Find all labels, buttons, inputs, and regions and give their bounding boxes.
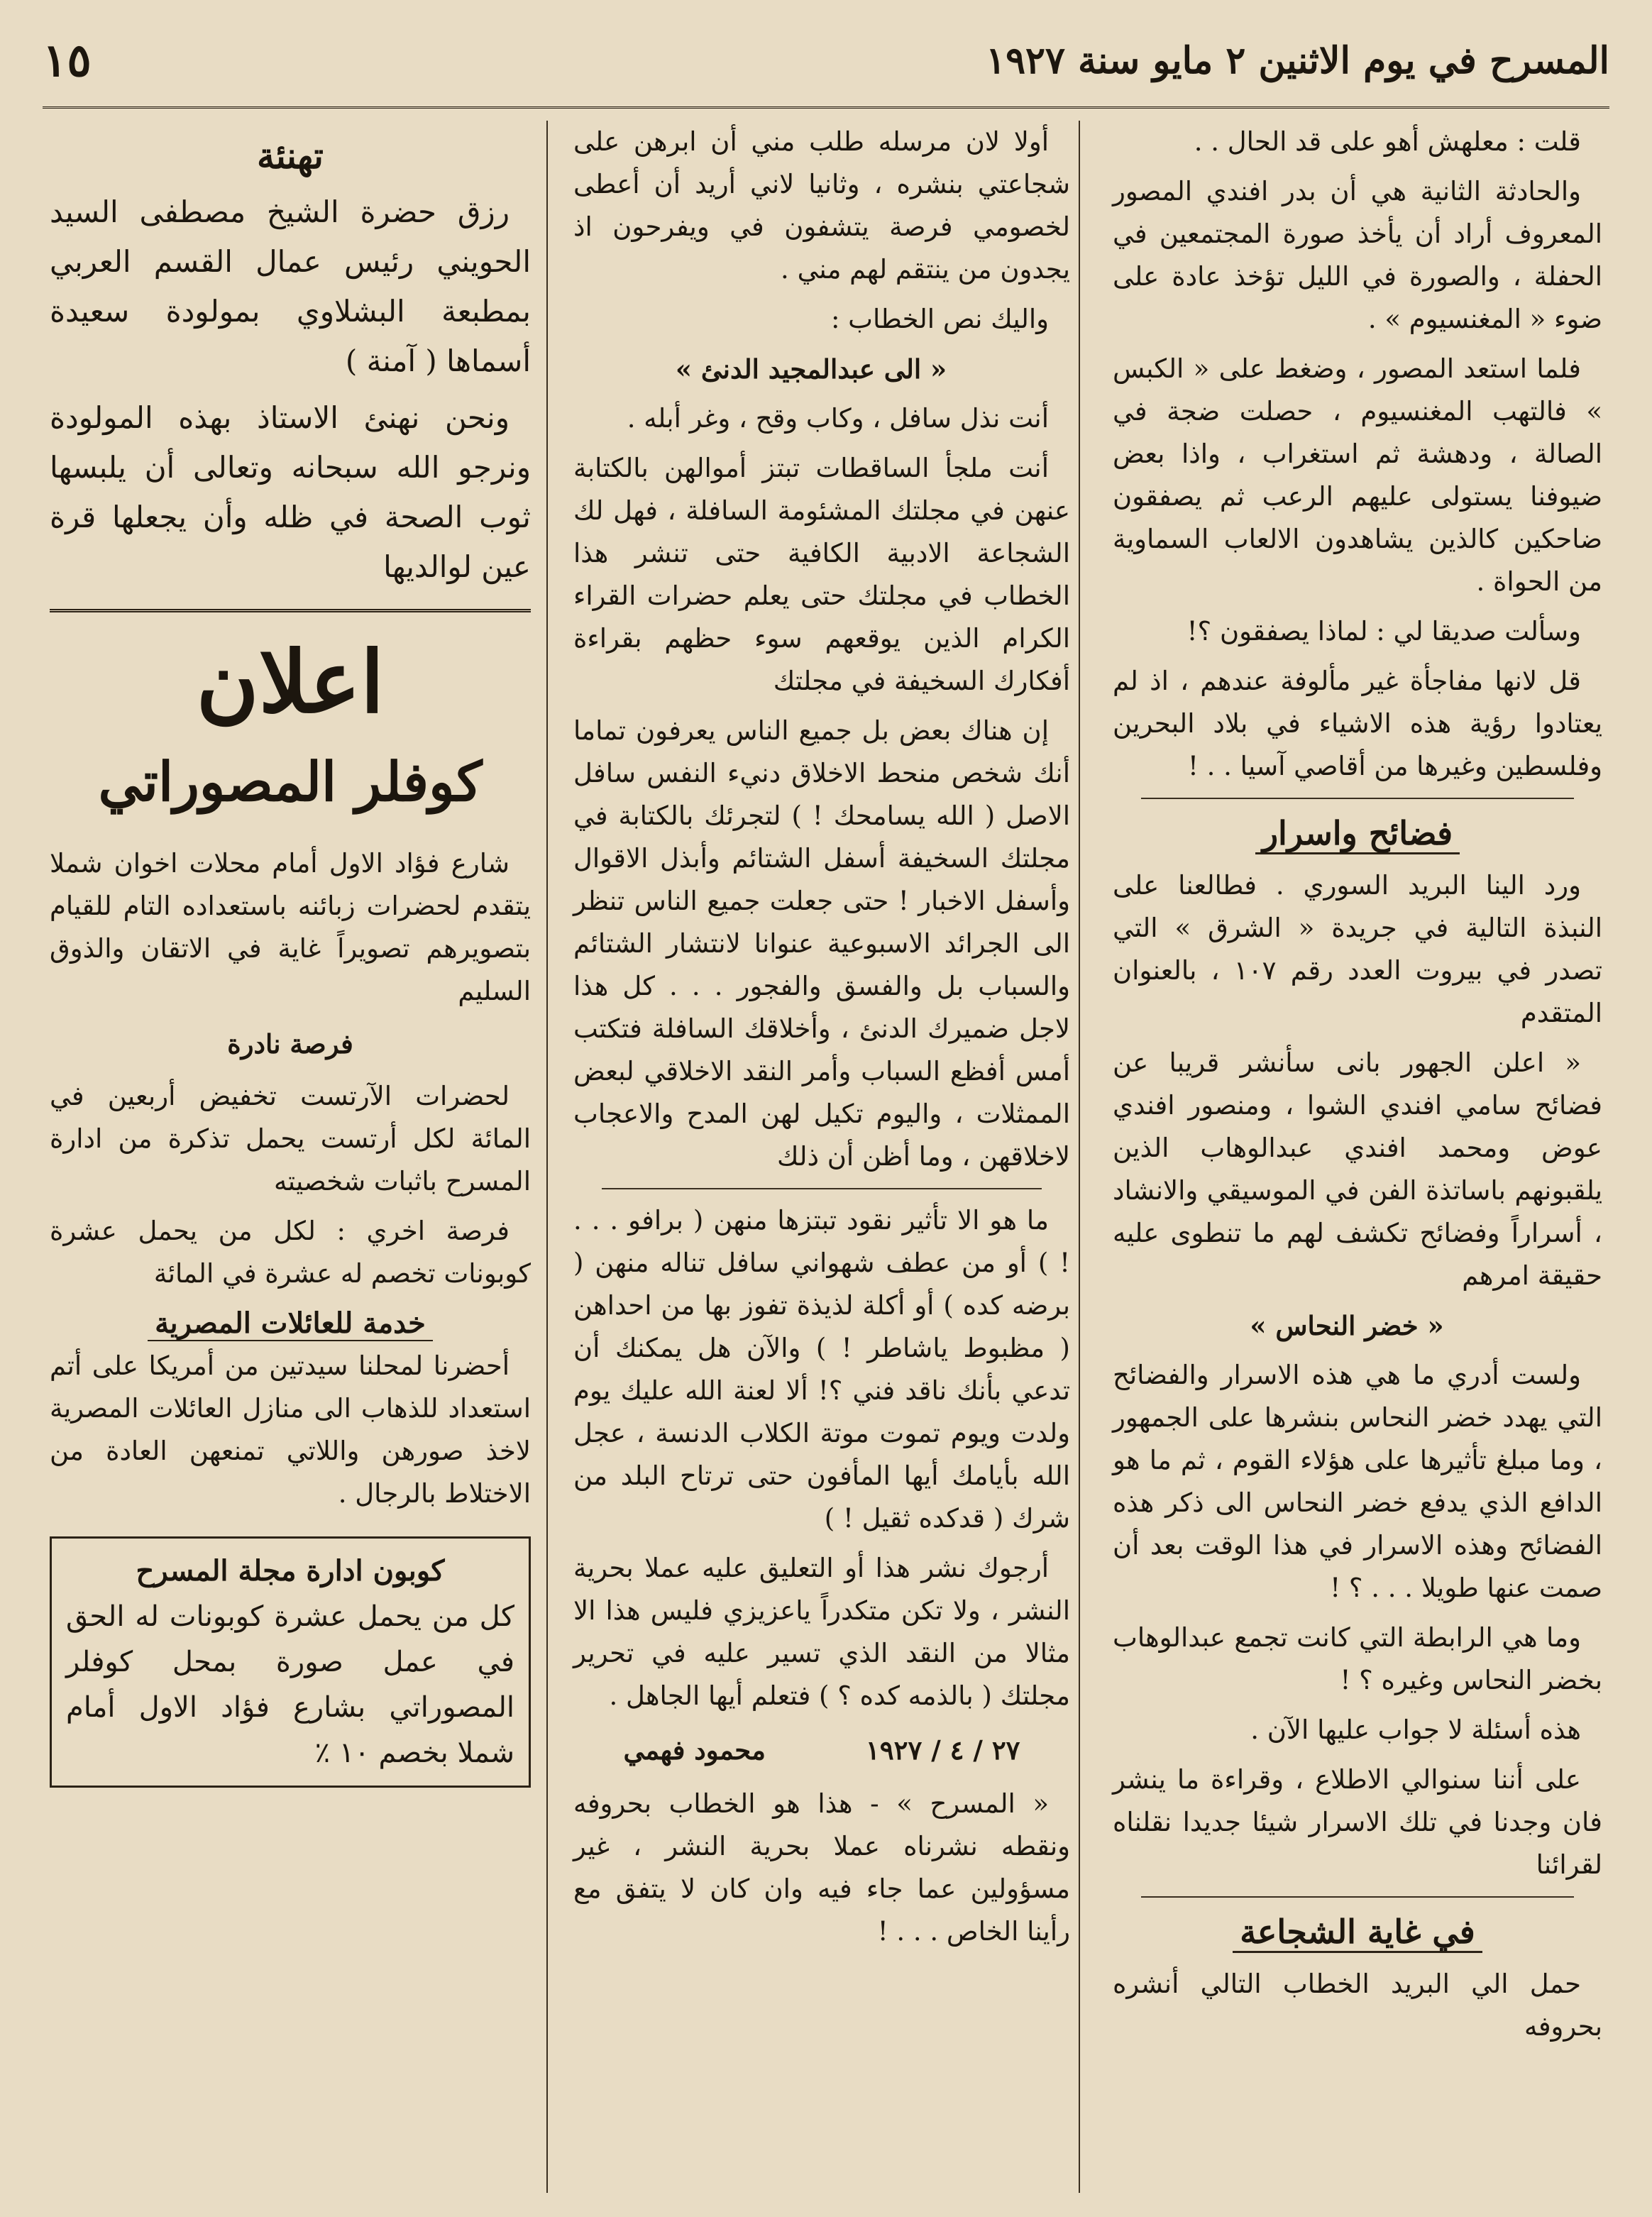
ad-paragraph: فرصة اخري : لكل من يحمل عشرة كوبونات تخصم له عشرة في المائة xyxy=(50,1216,531,1289)
article-paragraph: فلما استعد المصور ، وضغط على « الكبس » فالتهب المغنسيوم ، حصلت ضجة في الصالة ، ودهشة ثم استغراب ، واذا بعض ضيوفنا يستولى عليهم الرعب ثم يصفقون ضاحكين كالذين يشاهدون الالعاب السماوية من الحواة . xyxy=(1113,353,1602,597)
article-paragraph: وسألت صديقا لي : لماذا يصفقون ؟! xyxy=(1186,616,1581,647)
coupon-text: كل من يحمل عشرة كوبونات له الحق في عمل صورة بمحل كوفلر المصوراتي بشارع فؤاد الاول أمام شملا بخصم ١٠ ٪ xyxy=(66,1600,514,1769)
letter-paragraph: أرجوك نشر هذا أو التعليق عليه عملا بحرية النشر ، ولا تكن متكدراً ياعزيزي فليس هذا الا مثالا من النقد الذي تسير عليه في تحرير مجلتك ( بالذمه كده ؟ ) فتعلم أيها الجاهل . xyxy=(573,1553,1070,1711)
ad-service-heading: خدمة للعائلات المصرية xyxy=(50,1302,531,1345)
letter-paragraph: أنت ملجأ الساقطات تبتز أموالهن بالكتابة عنهن في مجلتك المشئومة السافلة ، فهل لك الشجاعة الادبية الكافية حتى تنشر هذا الخطاب في مجلتك حتى يعلم حضرات القراء الكرام الذين يوقعهم سوء حظهم بقراءة أفكارك السخيفة في مجلتك xyxy=(573,453,1070,696)
letter-addressee: « الى عبدالمجيد الدنئ » xyxy=(675,353,947,385)
article-paragraph: وما هي الرابطة التي كانت تجمع عبدالوهاب بخضر النحاس وغيره ؟ ! xyxy=(1113,1622,1602,1695)
congratulations-paragraph: ونحن نهنئ الاستاذ بهذه المولودة ونرجو الله سبحانه وتعالى أن يلبسها ثوب الصحة في ظله وأن يجعلها قرة عين لوالديها xyxy=(50,400,531,584)
congratulations-notice xyxy=(50,187,531,592)
letter-paragraph: واليك نص الخطاب : xyxy=(830,304,1049,334)
article-paragraph: والحادثة الثانية هي أن بدر افندي المصور المعروف أراد أن يأخذ صورة المجتمعين في الحفلة ، والصورة في الليل تؤخذ عادة على ضوء « المغنسيوم » . xyxy=(1113,176,1602,334)
article-paragraph: « اعلن الجهور بانى سأنشر قريبا عن فضائح سامي افندي الشوا ، ومنصور افندي عوض ومحمد افندي عبدالوهاب الذين يلقبونهم باساتذة الفن في الموسيقي والانشاد ، أسراراً وفضائح تكشف لهم ما تنطوى عليه حقيقة امرهم xyxy=(1113,1047,1602,1291)
section-divider xyxy=(1141,798,1574,799)
ad-paragraph: لحضرات الآرتست تخفيض أربعين في المائة لكل أرتست يحمل تذكرة من ادارة المسرح باثبات شخصيته xyxy=(50,1081,531,1196)
article-paragraph: قلت : معلهش أهو على قد الحال . . xyxy=(1194,126,1581,157)
section-divider xyxy=(50,609,531,612)
letter-signature xyxy=(573,1729,1070,1771)
article-paragraph: على أننا سنوالي الاطلاع ، وقراءة ما ينشر فان وجدنا في تلك الاسرار شيئا جديدا نقلناه لقرائنا xyxy=(1113,1764,1602,1880)
section-heading-courage: في غاية الشجاعة xyxy=(1113,1910,1602,1953)
article-paragraph: هذه أسئلة لا جواب عليها الآن . xyxy=(1250,1715,1581,1745)
page-number: ١٥ xyxy=(43,33,92,87)
header-rule xyxy=(43,106,1609,109)
letter-paragraph: ما هو الا تأثير نقود تبتزها منهن ( برافو . . . ! ) أو من عطف شهواني سافل تناله منهن ( برضه كده ) أو أكلة لذيذة تفوز بها من احداهن ( مظبوط ياشاطر ! ) والآن هل يمكنك أن تدعي بأنك ناقد فني ؟! ألا لعنة الله عليك يوم ولدت ويوم تموت موتة الكلاب الدنسة ، عجل الله بأيامك أيها المأفون حتى ترتاح البلد من شرك ( قدكده ثقيل ! ) xyxy=(573,1205,1070,1534)
ad-paragraph: أحضرنا لمحلنا سيدتين من أمريكا على أتم استعداد للذهاب الى منازل العائلات المصرية لاخذ صورهن واللاتي تمنعهن العادة من الاختلاط بالرجال . xyxy=(50,1350,531,1509)
letter-paragraph: إن هناك بعض بل جميع الناس يعرفون تماما أنك شخص منحط الاخلاق دنيء النفس سافل الاصل ( الله يسامحك ! ) لتجرئك بالكتابة في مجلتك السخيفة أسفل الشتائم وأبذل الاقوال وأسفل الاخبار ! حتى جعلت جميع الناس تنظر الى الجرائد الاسبوعية عنوانا لانتشار الشتائم والسباب بل والفسق والفجور . . . كل هذا لاجل ضميرك الدنئ ، وأخلاقك السافلة فتكتب أمس أفظع السباب وأمر النقد الاخلاقي لبعض الممثلات ، واليوم تكيل لهن المدح والاعجاب لاخلاقهن ، وما أظن أن ذلك xyxy=(573,715,1070,1172)
column-middle xyxy=(559,114,1084,2200)
ad-paragraph: شارع فؤاد الاول أمام محلات اخوان شملا يتقدم لحضرات زبائنه باستعداده التام للقيام بتصويرهم تصويراً غاية في الاتقان والذوق السليم xyxy=(50,848,531,1006)
article-paragraph: قل لانها مفاجأة غير مألوفة عندهم ، اذ لم يعتادوا رؤية هذه الاشياء في بلاد البحرين وفلسطين وغيرها من أقاصي آسيا . . ! xyxy=(1113,666,1602,781)
congratulations-heading: تهنئة xyxy=(257,135,324,177)
congratulations-paragraph: رزق حضرة الشيخ مصطفى السيد الحويني رئيس عمال القسم العربي بمطبعة البشلاوي بمولودة سعيدة أسماها ( آمنة ) xyxy=(50,194,531,378)
ad-offer-heading: فرصة نادرة xyxy=(227,1028,353,1060)
section-divider xyxy=(1141,1896,1574,1898)
article-paragraph: ورد الينا البريد السوري . فطالعنا على النبذة التالية في جريدة « الشرق » التي تصدر في بيروت العدد رقم ١٠٧ ، بالعنوان المتقدم xyxy=(1113,870,1602,1028)
signature-date: ٢٧ / ٤ / ١٩٢٧ xyxy=(865,1734,1020,1766)
coupon-title: كوبون ادارة مجلة المسرح xyxy=(136,1554,445,1588)
page-header-title: المسرح في يوم الاثنين ٢ مايو سنة ١٩٢٧ xyxy=(986,38,1609,82)
page-header xyxy=(43,21,1609,99)
article-paragraph: حمل الي البريد الخطاب التالي أنشره بحروفه xyxy=(1113,1969,1602,2042)
letter-paragraph: أولا لان مرسله طلب مني أن ابرهن على شجاعتي بنشره ، وثانيا لاني أريد أن أعطى لخصومي فرصة يتشفون في ويفرحون اذ يجدون من ينتقم لهم مني . xyxy=(573,126,1070,285)
advertisement-heading: اعلان xyxy=(196,632,385,732)
column-divider xyxy=(546,121,548,2193)
advertiser-name: كوفلر المصوراتي xyxy=(98,750,483,813)
article-paragraph: ولست أدري ما هي هذه الاسرار والفضائح التي يهدد خضر النحاس بنشرها على الجمهور ، وما مبلغ تأثيرها على هؤلاء القوم ، ثم ما هو الدافع الذي يدفع خضر النحاس الى ذكر هذه الفضائح وهذه الاسرار في هذا الوقت بعد أن صمت عنها طويلا . . . ؟ ! xyxy=(1113,1360,1602,1603)
column-right xyxy=(1098,114,1617,2200)
column-left xyxy=(35,114,545,2200)
editor-note: « المسرح » - هذا هو الخطاب بحروفه ونقطه نشرناه عملا بحرية النشر ، غير مسؤولين عما جاء فيه وان كان لا يتفق مع رأينا الخاص . . . ! xyxy=(573,1788,1070,1947)
section-divider xyxy=(602,1188,1042,1189)
section-heading-scandals: فضائح واسرار xyxy=(1113,812,1602,854)
signature-name: محمود فهمي xyxy=(623,1734,766,1766)
letter-paragraph: أنت نذل سافل ، وكاب وقح ، وغر أبله . xyxy=(627,403,1049,434)
coupon-box xyxy=(50,1536,531,1788)
quoted-signature: « خضر النحاس » xyxy=(1250,1310,1444,1341)
